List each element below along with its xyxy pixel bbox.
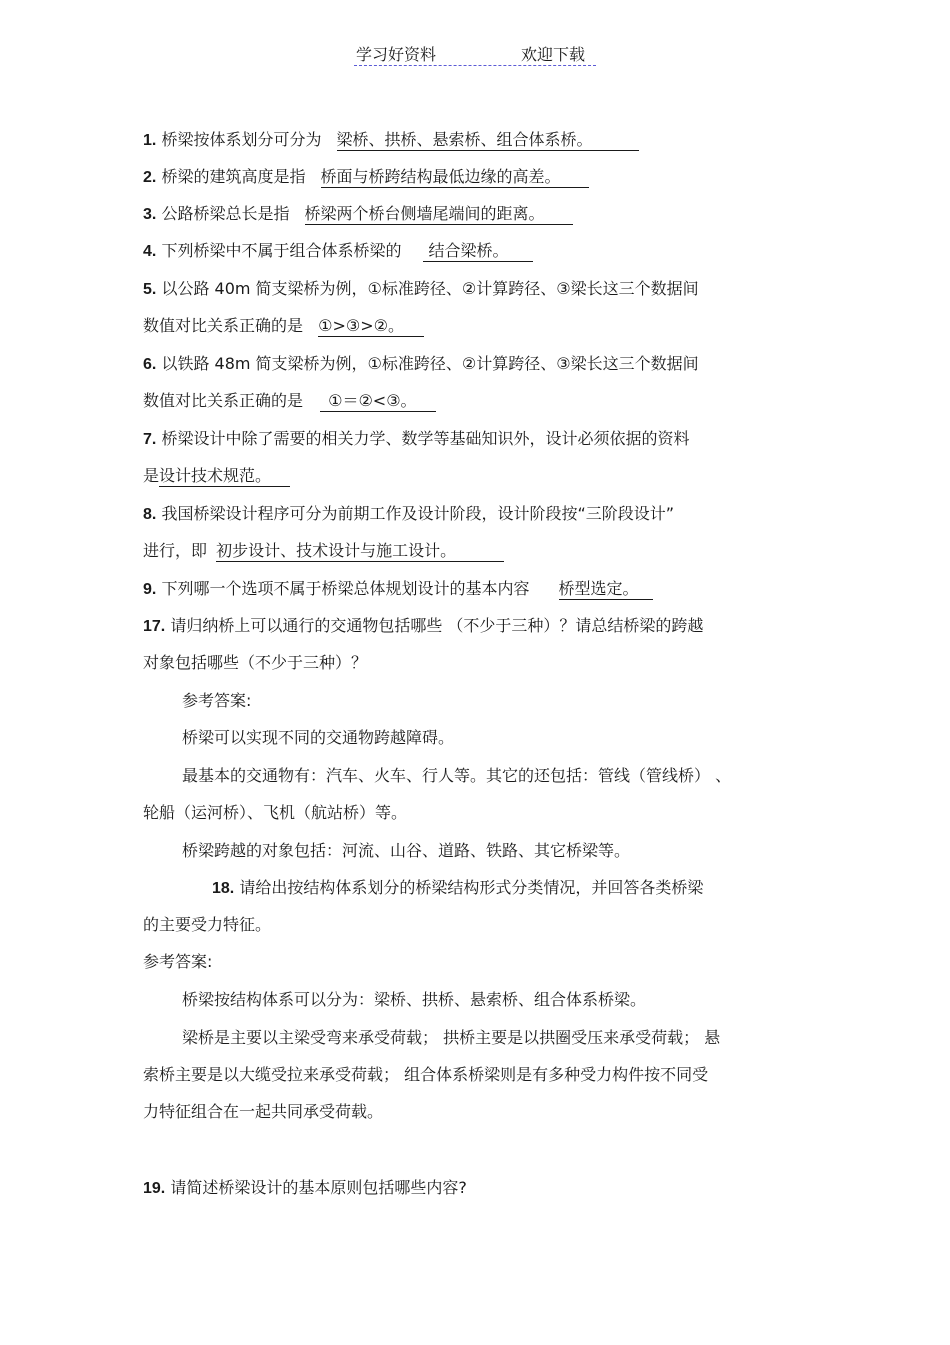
question-text: 桥梁按体系划分可分为: [161, 130, 322, 149]
question-text: 数值对比关系正确的是: [143, 316, 304, 335]
question-number: 1.: [143, 132, 157, 149]
page-header: [354, 40, 596, 66]
question-19: [143, 1177, 467, 1199]
question-18-line-2: [143, 914, 271, 936]
question-7-line-1: [143, 428, 689, 450]
question-4: [143, 240, 533, 262]
question-text: 请给出按结构体系划分的桥梁结构形式分类情况，并回答各类桥梁: [239, 878, 704, 897]
answer-text: 桥面与桥跨结构最低边缘的高差。: [320, 167, 561, 186]
question-number: 7.: [143, 431, 157, 448]
question-8-line-1: [143, 503, 674, 525]
answer-paragraph: 最基本的交通物有：汽车、火车、行人等。其它的还包括：管线（管线桥） 、: [182, 766, 732, 785]
question-text: 桥梁设计中除了需要的相关力学、数学等基础知识外，设计必须依据的资料: [161, 429, 690, 448]
answer-text: 设计技术规范。: [159, 466, 272, 485]
question-6-line-2: [143, 390, 436, 412]
answer-paragraph: 桥梁按结构体系可以分为：梁桥、拱桥、悬索桥、组合体系桥梁。: [182, 990, 647, 1009]
answer-paragraph: 桥梁可以实现不同的交通物跨越障碍。: [182, 728, 455, 747]
question-number: 9.: [143, 581, 157, 598]
question-6-line-1: [143, 353, 699, 375]
answer-blank: [318, 316, 424, 337]
answer-blank: [305, 204, 573, 225]
question-8-line-2: [143, 540, 504, 562]
answer-paragraph: 梁桥是主要以主梁受弯来承受荷载； 拱桥主要是以拱圈受压来承受荷载； 悬: [182, 1028, 721, 1047]
header-right-text: 欢迎下载: [521, 45, 586, 64]
answer-text: 桥梁两个桥台侧墙尾端间的距离。: [304, 204, 545, 223]
question-text: 公路桥梁总长是指: [161, 204, 290, 223]
header-left-text: 学习好资料: [356, 45, 437, 64]
question-text: 以铁路 48m 简支梁桥为例，①标准跨径、②计算跨径、③梁长这三个数据间: [161, 354, 699, 373]
question-text: 请归纳桥上可以通行的交通物包括哪些 （不少于三种）？请总结桥梁的跨越: [170, 616, 704, 635]
answer-blank: [216, 541, 504, 562]
answer-text: ①>③>②。: [318, 316, 404, 335]
question-number: 3.: [143, 206, 157, 223]
question-5-line-2: [143, 315, 424, 337]
question-number: 18.: [212, 880, 235, 897]
answer-text: 结合梁桥。: [428, 241, 509, 260]
answer-blank: [321, 167, 589, 188]
question-18-line-1: [212, 877, 703, 899]
question-9: [143, 578, 653, 600]
answer-blank: [159, 466, 290, 487]
question-17-line-2: [143, 652, 367, 674]
question-number: 4.: [143, 243, 157, 260]
question-text: 以公路 40m 简支梁桥为例，①标准跨径、②计算跨径、③梁长这三个数据间: [161, 279, 699, 298]
answer-paragraph: 索桥主要是以大缆受拉来承受荷载； 组合体系桥梁则是有多种受力构件按不同受: [143, 1065, 709, 1084]
answer-blank: [337, 130, 639, 151]
question-2: [143, 166, 589, 188]
reference-answer-label: 参考答案:: [143, 952, 213, 971]
answer-blank: [559, 579, 653, 600]
answer-paragraph: 轮船（运河桥）、飞机（航站桥）等。: [143, 803, 408, 822]
question-number: 6.: [143, 356, 157, 373]
question-number: 2.: [143, 169, 157, 186]
question-text: 是: [143, 466, 160, 485]
question-3: [143, 203, 573, 225]
answer-text: 桥型选定。: [558, 579, 639, 598]
answer-blank: [423, 241, 533, 262]
question-text: 桥梁的建筑高度是指: [161, 167, 306, 186]
answer-blank: [320, 391, 436, 412]
reference-answer-label: 参考答案:: [182, 691, 252, 710]
question-text: 请简述桥梁设计的基本原则包括哪些内容?: [170, 1178, 467, 1197]
question-text: 我国桥梁设计程序可分为前期工作及设计阶段，设计阶段按“三阶段设计”: [161, 504, 675, 523]
answer-text: 初步设计、技术设计与施工设计。: [216, 541, 457, 560]
answer-text: ①＝②<③。: [328, 391, 417, 410]
question-text: 下列桥梁中不属于组合体系桥梁的: [161, 241, 402, 260]
answer-paragraph: 力特征组合在一起共同承受荷载。: [143, 1102, 384, 1121]
question-text: 的主要受力特征。: [143, 915, 272, 934]
question-1: [143, 129, 639, 151]
answer-paragraph: 桥梁跨越的对象包括：河流、山谷、道路、铁路、其它桥梁等。: [182, 841, 631, 860]
question-number: 17.: [143, 618, 166, 635]
question-5-line-1: [143, 278, 699, 300]
question-number: 5.: [143, 281, 157, 298]
question-number: 8.: [143, 506, 157, 523]
question-text: 对象包括哪些（不少于三种）？: [143, 653, 368, 672]
question-text: 下列哪一个选项不属于桥梁总体规划设计的基本内容: [161, 579, 530, 598]
question-text: 数值对比关系正确的是: [143, 391, 304, 410]
question-7-line-2: [143, 465, 290, 487]
answer-text: 梁桥、拱桥、悬索桥、组合体系桥。: [336, 130, 593, 149]
question-text: 进行，即: [143, 541, 208, 560]
question-17-line-1: [143, 615, 703, 637]
question-number: 19.: [143, 1180, 166, 1197]
